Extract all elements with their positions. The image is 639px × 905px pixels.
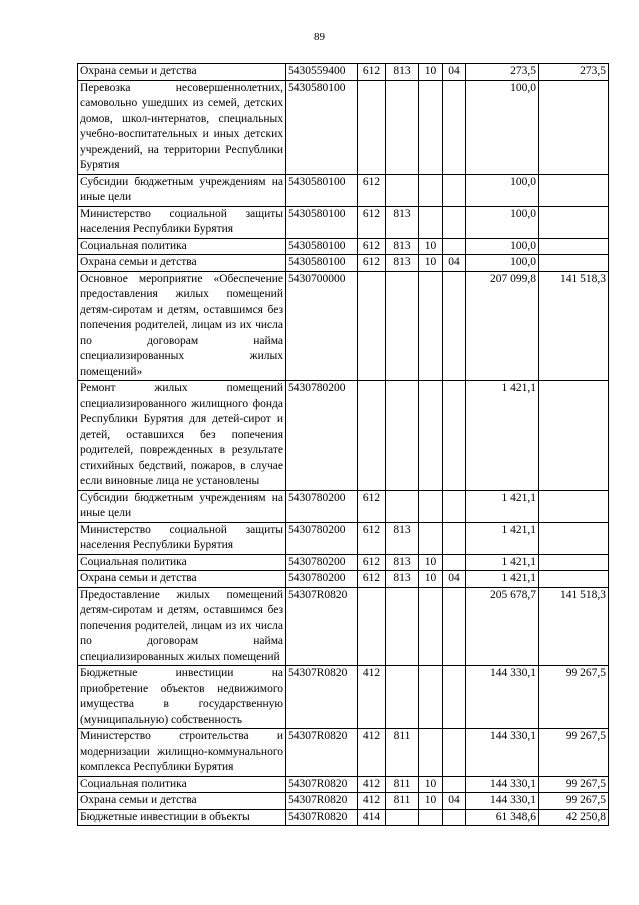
target-article-code-cell: 5430780200: [286, 522, 358, 554]
subsection-code-cell: [443, 729, 466, 777]
row-name-cell: Социальная политика: [78, 554, 286, 571]
page-number: 89: [314, 31, 325, 43]
section-code-cell: 10: [419, 64, 443, 81]
ministry-code-cell: [386, 174, 419, 206]
expense-type-code-cell: 412: [358, 729, 386, 777]
table-row: [78, 587, 609, 666]
row-name-cell: Министерство социальной защиты населения Республики Бурятия: [78, 522, 286, 554]
target-article-code-cell: 54307R0820: [286, 793, 358, 810]
ministry-code-cell: 813: [386, 571, 419, 588]
expense-type-code-cell: 612: [358, 571, 386, 588]
amount-year-1-cell: 144 330,1: [466, 729, 539, 777]
amount-year-2-cell: [539, 490, 609, 522]
subsection-code-cell: [443, 554, 466, 571]
section-code-cell: 10: [419, 238, 443, 255]
section-code-cell: [419, 809, 443, 826]
amount-year-1-cell: 205 678,7: [466, 587, 539, 666]
target-article-code-cell: 5430580100: [286, 255, 358, 272]
amount-year-2-cell: 99 267,5: [539, 729, 609, 777]
ministry-code-cell: 813: [386, 238, 419, 255]
amount-year-2-cell: [539, 80, 609, 174]
row-name-cell: Министерство социальной защиты населения Республики Бурятия: [78, 206, 286, 238]
section-code-cell: 10: [419, 571, 443, 588]
amount-year-2-cell: [539, 554, 609, 571]
section-code-cell: [419, 206, 443, 238]
ministry-code-cell: 811: [386, 793, 419, 810]
subsection-code-cell: [443, 271, 466, 381]
expense-type-code-cell: 612: [358, 255, 386, 272]
ministry-code-cell: [386, 666, 419, 729]
target-article-code-cell: 54307R0820: [286, 809, 358, 826]
table-row: [78, 776, 609, 793]
table-row: [78, 80, 609, 174]
table-row: [78, 206, 609, 238]
row-name-cell: Социальная политика: [78, 238, 286, 255]
row-name-cell: Охрана семьи и детства: [78, 64, 286, 81]
amount-year-2-cell: [539, 206, 609, 238]
ministry-code-cell: 813: [386, 522, 419, 554]
table-row: [78, 554, 609, 571]
amount-year-1-cell: 1 421,1: [466, 490, 539, 522]
subsection-code-cell: [443, 522, 466, 554]
section-code-cell: [419, 729, 443, 777]
row-name-cell: Охрана семьи и детства: [78, 793, 286, 810]
ministry-code-cell: 813: [386, 64, 419, 81]
target-article-code-cell: 5430580100: [286, 80, 358, 174]
subsection-code-cell: [443, 776, 466, 793]
amount-year-2-cell: 99 267,5: [539, 793, 609, 810]
ministry-code-cell: 811: [386, 776, 419, 793]
section-code-cell: [419, 381, 443, 491]
subsection-code-cell: [443, 206, 466, 238]
section-code-cell: [419, 490, 443, 522]
row-name-cell: Бюджетные инвестиции на приобретение объектов недвижимого имущества в государственную (муниципальную) собственность: [78, 666, 286, 729]
row-name-cell: Основное мероприятие «Обеспечение предоставления жилых помещений детям-сиротам и детям, оставшимся без попечения родителей, лицам из их числа по договорам найма специализированных жилых помещений»: [78, 271, 286, 381]
ministry-code-cell: [386, 80, 419, 174]
amount-year-1-cell: 100,0: [466, 255, 539, 272]
table-row: [78, 793, 609, 810]
target-article-code-cell: 54307R0820: [286, 587, 358, 666]
amount-year-2-cell: 99 267,5: [539, 666, 609, 729]
subsection-code-cell: [443, 381, 466, 491]
row-name-cell: Субсидии бюджетным учреждениям на иные цели: [78, 490, 286, 522]
expense-type-code-cell: [358, 271, 386, 381]
amount-year-1-cell: 1 421,1: [466, 522, 539, 554]
table-row: [78, 490, 609, 522]
ministry-code-cell: 813: [386, 206, 419, 238]
subsection-code-cell: 04: [443, 255, 466, 272]
expense-type-code-cell: 412: [358, 776, 386, 793]
target-article-code-cell: 5430780200: [286, 571, 358, 588]
table-row: [78, 174, 609, 206]
section-code-cell: 10: [419, 255, 443, 272]
expense-type-code-cell: 412: [358, 666, 386, 729]
target-article-code-cell: 54307R0820: [286, 666, 358, 729]
section-code-cell: [419, 174, 443, 206]
section-code-cell: 10: [419, 793, 443, 810]
table-row: [78, 666, 609, 729]
table-row: [78, 571, 609, 588]
expense-type-code-cell: 612: [358, 238, 386, 255]
subsection-code-cell: [443, 174, 466, 206]
ministry-code-cell: 813: [386, 255, 419, 272]
row-name-cell: Бюджетные инвестиции в объекты: [78, 809, 286, 826]
table-row: [78, 381, 609, 491]
subsection-code-cell: 04: [443, 64, 466, 81]
target-article-code-cell: 5430580100: [286, 206, 358, 238]
expense-type-code-cell: 612: [358, 174, 386, 206]
subsection-code-cell: [443, 238, 466, 255]
amount-year-1-cell: 100,0: [466, 80, 539, 174]
amount-year-2-cell: [539, 238, 609, 255]
table-row: [78, 271, 609, 381]
table-row: [78, 238, 609, 255]
amount-year-1-cell: 1 421,1: [466, 571, 539, 588]
target-article-code-cell: 54307R0820: [286, 776, 358, 793]
amount-year-1-cell: 100,0: [466, 206, 539, 238]
ministry-code-cell: [386, 587, 419, 666]
expense-type-code-cell: 612: [358, 490, 386, 522]
table-row: [78, 522, 609, 554]
section-code-cell: [419, 522, 443, 554]
expense-type-code-cell: 612: [358, 206, 386, 238]
amount-year-2-cell: 273,5: [539, 64, 609, 81]
amount-year-1-cell: 1 421,1: [466, 554, 539, 571]
row-name-cell: Охрана семьи и детства: [78, 571, 286, 588]
expense-type-code-cell: 612: [358, 554, 386, 571]
section-code-cell: 10: [419, 554, 443, 571]
target-article-code-cell: 5430780200: [286, 490, 358, 522]
amount-year-1-cell: 144 330,1: [466, 666, 539, 729]
expense-type-code-cell: [358, 587, 386, 666]
section-code-cell: [419, 80, 443, 174]
amount-year-1-cell: 1 421,1: [466, 381, 539, 491]
section-code-cell: [419, 587, 443, 666]
amount-year-1-cell: 273,5: [466, 64, 539, 81]
amount-year-1-cell: 207 099,8: [466, 271, 539, 381]
amount-year-2-cell: [539, 571, 609, 588]
table-row: [78, 809, 609, 826]
row-name-cell: Министерство строительства и модернизации жилищно-коммунального комплекса Республики Бурятия: [78, 729, 286, 777]
amount-year-2-cell: [539, 381, 609, 491]
target-article-code-cell: 5430580100: [286, 174, 358, 206]
row-name-cell: Охрана семьи и детства: [78, 255, 286, 272]
amount-year-2-cell: 141 518,3: [539, 271, 609, 381]
target-article-code-cell: 5430580100: [286, 238, 358, 255]
budget-table: [77, 63, 609, 826]
amount-year-1-cell: 144 330,1: [466, 776, 539, 793]
amount-year-1-cell: 61 348,6: [466, 809, 539, 826]
amount-year-2-cell: [539, 522, 609, 554]
table-row: [78, 255, 609, 272]
expense-type-code-cell: [358, 80, 386, 174]
subsection-code-cell: [443, 666, 466, 729]
target-article-code-cell: 5430559400: [286, 64, 358, 81]
amount-year-2-cell: 99 267,5: [539, 776, 609, 793]
row-name-cell: Субсидии бюджетным учреждениям на иные цели: [78, 174, 286, 206]
row-name-cell: Социальная политика: [78, 776, 286, 793]
ministry-code-cell: 813: [386, 554, 419, 571]
amount-year-2-cell: [539, 255, 609, 272]
table-body: [78, 64, 609, 826]
subsection-code-cell: [443, 809, 466, 826]
expense-type-code-cell: 612: [358, 522, 386, 554]
table-row: [78, 729, 609, 777]
ministry-code-cell: 811: [386, 729, 419, 777]
row-name-cell: Перевозка несовершеннолетних, самовольно ушедших из семей, детских домов, школ-интернатов, специальных учебно-воспитательных и иных детских учреждений, на территории Республики Бурятия: [78, 80, 286, 174]
amount-year-1-cell: 100,0: [466, 174, 539, 206]
subsection-code-cell: 04: [443, 793, 466, 810]
amount-year-2-cell: [539, 174, 609, 206]
amount-year-1-cell: 144 330,1: [466, 793, 539, 810]
expense-type-code-cell: 414: [358, 809, 386, 826]
ministry-code-cell: [386, 809, 419, 826]
table-row: [78, 64, 609, 81]
target-article-code-cell: 5430700000: [286, 271, 358, 381]
subsection-code-cell: [443, 490, 466, 522]
row-name-cell: Ремонт жилых помещений специализированного жилищного фонда Республики Бурятия для детей-сирот и детей, оставшихся без попечения родителей, поврежденных в результате стихийных бедствий, пожаров, в случае если виновные лица не установлены: [78, 381, 286, 491]
expense-type-code-cell: 412: [358, 793, 386, 810]
ministry-code-cell: [386, 381, 419, 491]
section-code-cell: 10: [419, 776, 443, 793]
ministry-code-cell: [386, 271, 419, 381]
subsection-code-cell: 04: [443, 571, 466, 588]
target-article-code-cell: 54307R0820: [286, 729, 358, 777]
target-article-code-cell: 5430780200: [286, 381, 358, 491]
amount-year-2-cell: 141 518,3: [539, 587, 609, 666]
subsection-code-cell: [443, 587, 466, 666]
amount-year-1-cell: 100,0: [466, 238, 539, 255]
section-code-cell: [419, 666, 443, 729]
expense-type-code-cell: [358, 381, 386, 491]
subsection-code-cell: [443, 80, 466, 174]
row-name-cell: Предоставление жилых помещений детям-сиротам и детям, оставшимся без попечения родителей, лицам из их числа по договорам найма специализированных жилых помещений: [78, 587, 286, 666]
section-code-cell: [419, 271, 443, 381]
amount-year-2-cell: 42 250,8: [539, 809, 609, 826]
target-article-code-cell: 5430780200: [286, 554, 358, 571]
ministry-code-cell: [386, 490, 419, 522]
expense-type-code-cell: 612: [358, 64, 386, 81]
